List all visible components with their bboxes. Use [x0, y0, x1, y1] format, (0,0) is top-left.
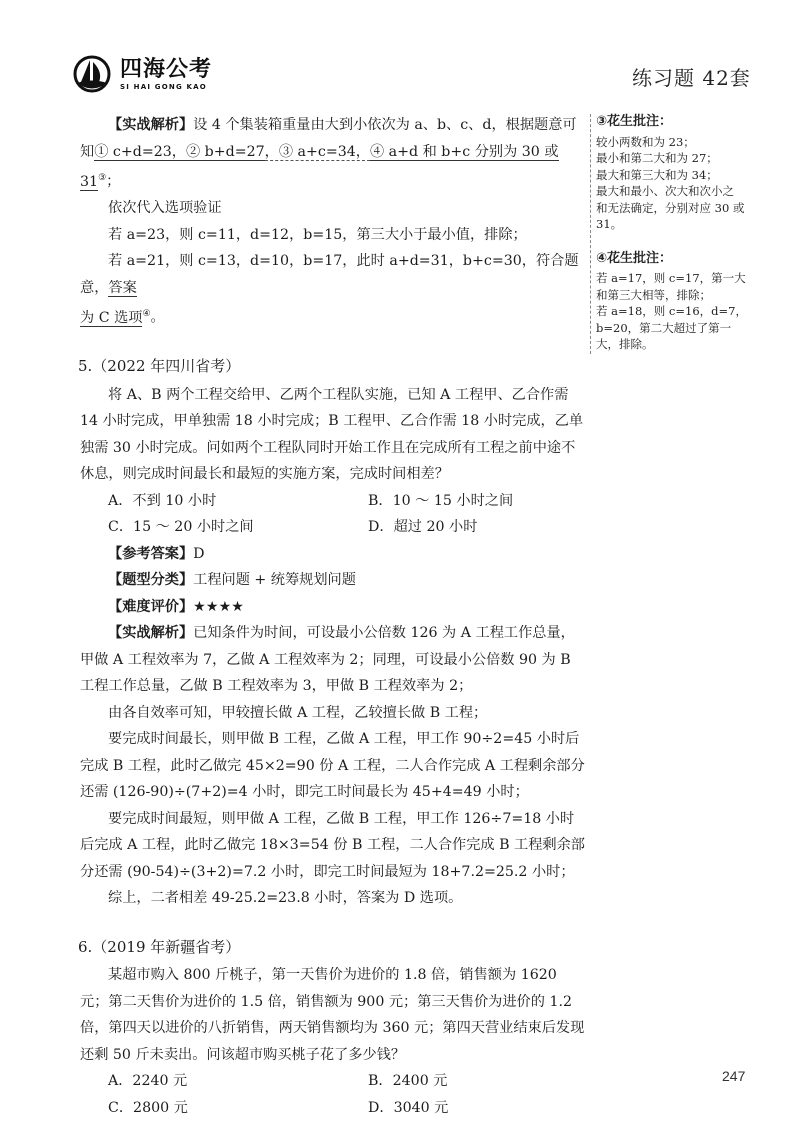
analysis-tag: 【实战解析】 [108, 117, 194, 133]
note-line: 大，排除。 [596, 337, 654, 351]
analysis-paragraph [80, 112, 586, 139]
question-6-stem: 某超市购入 800 斤桃子，第一天售价为进价的 1.8 倍，销售额为 1620 元；第二天售价为进价的 1.5 倍，销售额为 900 元；第三天售价为进价的 1.2 倍，第四天以进价的八折销售，两天销售额均为 360 元；第四天营业结束后发现还剩 50 斤未卖出。问该超市购买桃子花了多少钱？ [80, 967, 585, 1063]
exercise-set-title: 练习题 42套 [632, 66, 751, 90]
question-6-options [80, 1068, 586, 1121]
question-5-options [80, 488, 586, 541]
option-c: C．15 ～ 20 小时之间 [108, 519, 254, 536]
page-header [0, 0, 800, 105]
analysis-line: 要完成时间最长，则甲做 B 工程，乙做 A 工程，甲工作 90÷2=45 小时后完成 B 工程，此时乙做完 45×2=90 份 A 工程，二人合作完成 A 工程剩余部分还需 (126-90)÷(7+2)=4 小时，即完工时间最长为 45+4=49 小时； [80, 731, 585, 801]
answer-value: D [193, 545, 205, 562]
analysis-conditions [80, 139, 586, 196]
margin-divider [590, 114, 591, 354]
difficulty-rating [80, 594, 586, 621]
logo-chinese-text: 四海公考 [120, 56, 213, 82]
analysis-text: 设 4 个集装箱重量由大到小依次为 a、b、c、d，根据题意可 [193, 117, 577, 133]
analysis-paragraph [80, 620, 586, 700]
underlined-answer: 答案 [108, 279, 137, 296]
main-column [80, 112, 586, 1121]
type-value: 工程问题 + 统筹规划问题 [193, 572, 356, 589]
option-a: A．不到 10 小时 [108, 492, 217, 509]
analysis-text: 已知条件为时间，可设最小公倍数 126 为 A 工程工作总量，甲做 A 工程效率为 7，乙做 A 工程效率为 2；同理，可设最小公倍数 90 为 B 工程工作总量，乙做 B 工程效率为 3，甲做 B 工程效率为 2； [80, 625, 575, 695]
logo-pinyin-text: SI HAI GONG KAO [120, 82, 207, 91]
page-number: 247 [722, 1068, 746, 1084]
note-line: 和第三大相等，排除； [596, 287, 711, 302]
analysis-line: 依次代入选项验证 [108, 200, 222, 217]
note-line: 31。 [596, 217, 623, 231]
analysis-line: 要完成时间最短，则甲做 A 工程，乙做 B 工程，甲工作 126÷7=18 小时后完成 A 工程，此时乙做完 18×3=54 份 B 工程，二人合作完成 B 工程剩余部分还需 (90-54)÷(3+2)=7.2 小时，即完工时间最短为 18+7.2=25.2 小时； [80, 810, 585, 880]
text: ； [106, 173, 121, 190]
analysis-line [80, 301, 586, 331]
note-line: 最大和第三大和为 34； [596, 167, 718, 182]
margin-notes [596, 114, 796, 371]
option-b: B．2400 元 [368, 1073, 448, 1090]
annotation-ref: ④ [142, 309, 151, 320]
note-line: 最大和最小、次大和次小之 [596, 184, 734, 198]
side-note-3 [596, 114, 796, 233]
analysis-line: 由各自效率可知，甲较擅长做 A 工程，乙较擅长做 B 工程； [108, 704, 488, 721]
dashed-condition: ，③ a+c=34， [264, 143, 370, 160]
difficulty-tag: 【难度评价】 [108, 598, 194, 615]
analysis-line: 若 a=23，则 c=11，d=12，b=15，第三大小于最小值，排除； [108, 226, 527, 243]
note-line: 若 a=18，则 c=16，d=7， [596, 304, 747, 318]
note-title: ③花生批注： [596, 114, 673, 129]
question-5-heading: 5.（2022 年四川省考） [78, 357, 241, 376]
analysis-tag: 【实战解析】 [108, 625, 194, 642]
annotation-ref: ③ [98, 173, 107, 183]
note-line: 和无法确定，分别对应 30 或 [596, 200, 745, 215]
note-line: 较小两数和为 23； [596, 134, 695, 149]
underlined-answer: 为 C 选项 [80, 309, 143, 326]
option-d: D．3040 元 [368, 1099, 449, 1116]
text: 若 a=21，则 c=13，d=10，b=17，此时 a+d=31，b+c=30，符合题意， [80, 253, 579, 296]
underlined-condition: ④ a+d 和 b+c 分别为 30 或 31 [80, 143, 559, 190]
option-a: A．2240 元 [108, 1073, 188, 1090]
reference-answer [80, 541, 586, 568]
question-6-heading: 6.（2019 年新疆省考） [78, 937, 241, 956]
note-line: b=20，第二大超过了第一 [596, 320, 732, 335]
option-d: D．超过 20 小时 [368, 519, 478, 536]
star-rating-icon: ★★★★ [193, 598, 245, 615]
underlined-condition: ① c+d=23，② b+d=27 [94, 143, 265, 160]
text: 。 [150, 309, 165, 326]
text: 知 [80, 143, 95, 160]
side-note-4 [596, 251, 796, 353]
note-line: 若 a=17，则 c=17，第一大 [596, 271, 746, 285]
note-title: ④花生批注： [596, 250, 673, 266]
question-type [80, 567, 586, 594]
publisher-logo [72, 54, 212, 94]
sailboat-logo-icon [72, 54, 112, 94]
analysis-line: 综上，二者相差 49-25.2=23.8 小时，答案为 D 选项。 [108, 890, 463, 907]
type-tag: 【题型分类】 [108, 572, 194, 589]
answer-tag: 【参考答案】 [108, 545, 194, 562]
note-line: 最小和第二大和为 27； [596, 151, 718, 165]
option-c: C．2800 元 [108, 1099, 188, 1116]
question-5-stem: 将 A、B 两个工程交给甲、乙两个工程队实施，已知 A 工程甲、乙合作需 14 小时完成，甲单独需 18 小时完成；B 工程甲、乙合作需 18 小时完成，乙单独需 30 小时完成。问如两个工程队同时开始工作且在完成所有工程之前中途不休息，则完成时间最长和最短的实施方案，完成时间相差？ [80, 386, 584, 483]
analysis-line [80, 248, 586, 301]
option-b: B．10 ～ 15 小时之间 [368, 492, 514, 509]
